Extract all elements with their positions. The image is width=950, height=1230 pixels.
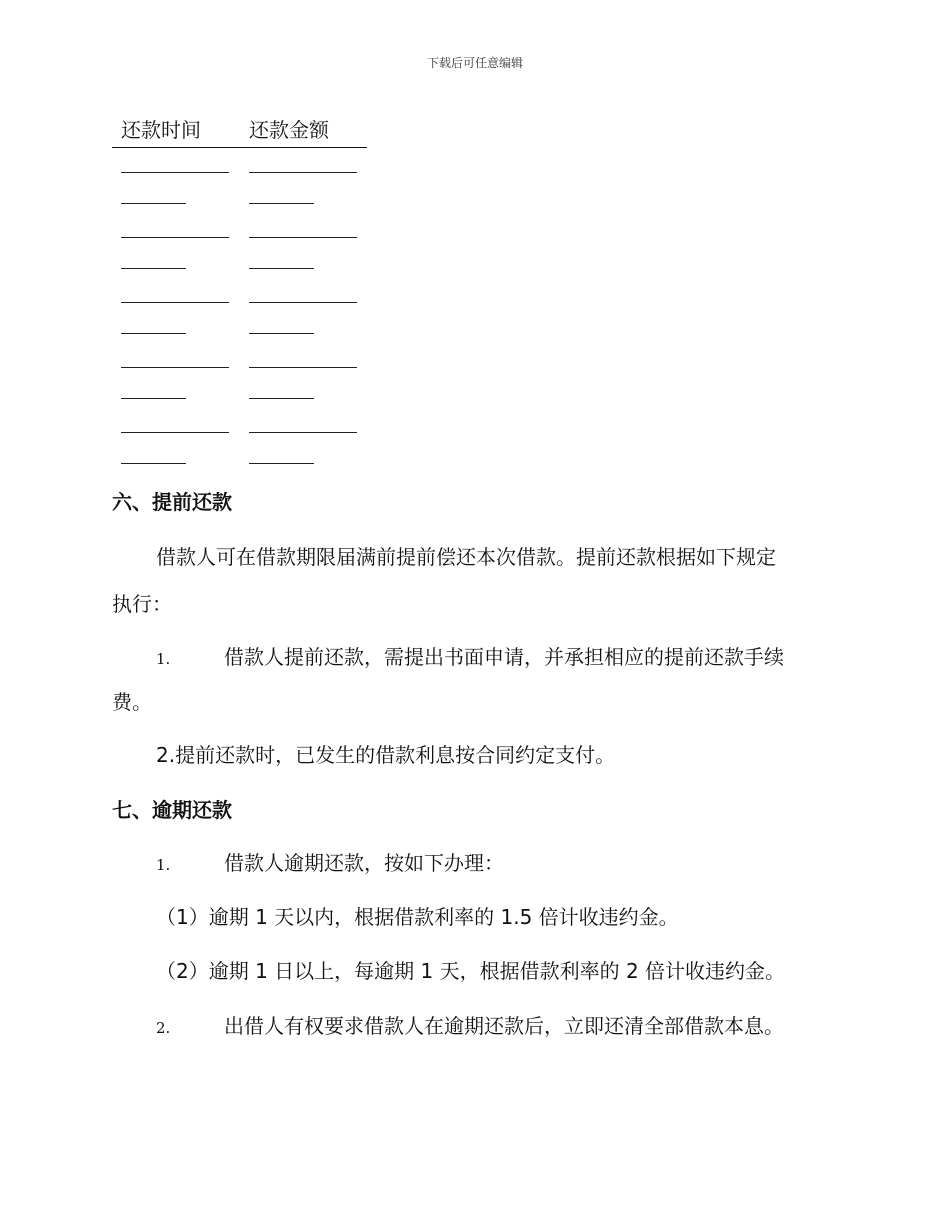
blank-time-line [121,302,229,303]
blank-fill-rows [112,148,367,473]
item-number: 1. [156,856,171,874]
blank-amount-line [249,333,314,334]
blank-amount-line [249,268,314,269]
section-7-heading: 七、逾期还款 [112,798,232,822]
section-6-intro-line-2: 执行： [112,592,172,616]
table-row [112,278,367,311]
table-header-row [112,116,367,148]
blank-time-line [121,268,186,269]
blank-amount-line [249,302,357,303]
table-row [112,181,367,214]
blank-time-line [121,463,186,464]
blank-amount-line [249,398,314,399]
table-row [112,376,367,409]
blank-time-line [121,203,186,204]
item-text: 借款人提前还款，需提出书面申请，并承担相应的提前还款手续 [224,645,784,669]
section-6-heading: 六、提前还款 [112,490,232,514]
section-7-subitem-2: （2）逾期 1 日以上，每逾期 1 天，根据借款利率的 2 倍计收违约金。 [156,959,786,983]
section-7-item-1 [112,849,876,879]
blank-time-line [121,172,229,173]
blank-amount-line [249,172,357,173]
section-6-item-1 [112,643,876,673]
table-row [112,213,367,246]
item-text: 借款人逾期还款，按如下办理： [224,851,504,875]
blank-amount-line [249,463,314,464]
table-row [112,246,367,279]
table-row [112,441,367,474]
item-number: 2. [156,1019,171,1037]
blank-amount-line [249,203,314,204]
section-6-intro-line-1: 借款人可在借款期限届满前提前偿还本次借款。提前还款根据如下规定 [156,545,776,569]
section-7-subitem-1: （1）逾期 1 天以内，根据借款利率的 1.5 倍计收违约金。 [156,905,679,929]
item-text: 出借人有权要求借款人在逾期还款后，立即还清全部借款本息。 [224,1014,784,1038]
blank-time-line [121,237,229,238]
table-row [112,343,367,376]
section-6-item-2: 2.提前还款时，已发生的借款利息按合同约定支付。 [156,743,616,767]
item-number: 1. [156,650,171,668]
table-row [112,408,367,441]
column-header-repayment-amount: 还款金额 [249,118,329,142]
blank-time-line [121,432,229,433]
blank-amount-line [249,237,357,238]
blank-time-line [121,333,186,334]
table-row [112,148,367,181]
section-7-item-2 [112,1012,876,1042]
blank-amount-line [249,367,357,368]
table-row [112,311,367,344]
blank-time-line [121,367,229,368]
column-header-repayment-time: 还款时间 [121,118,201,142]
blank-amount-line [249,432,357,433]
page-header: 下载后可任意编辑 [426,56,523,70]
repayment-schedule-table [112,116,367,473]
section-6-item-1-continued: 费。 [112,690,152,714]
blank-time-line [121,398,186,399]
